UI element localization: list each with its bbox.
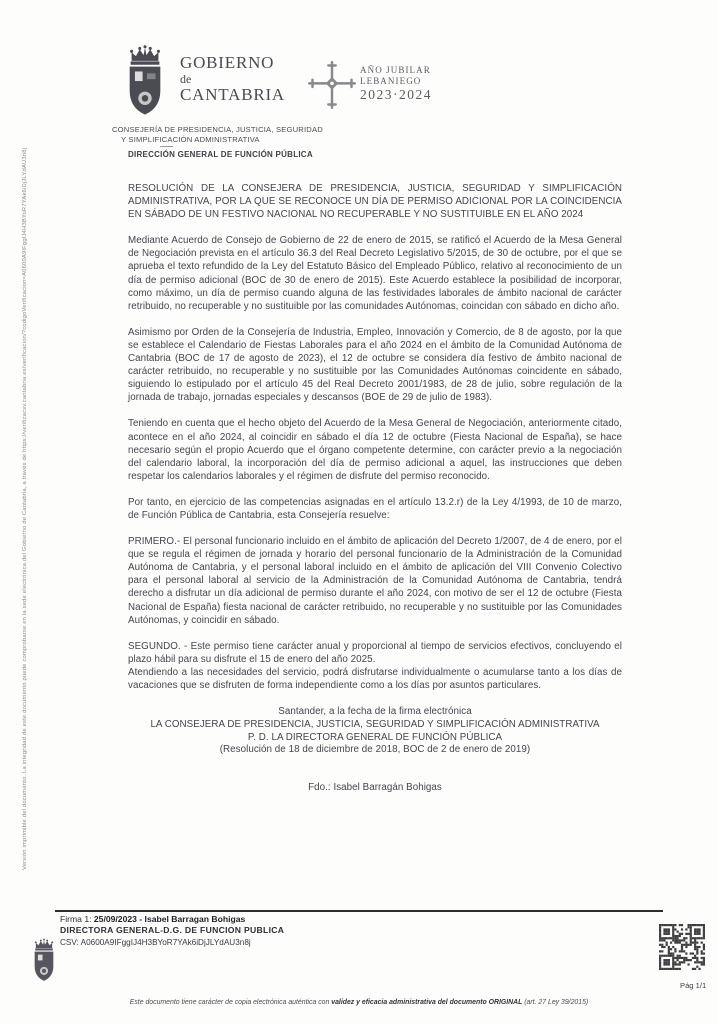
signature-resolution-ref: (Resolución de 18 de diciembre de 2018, BOC de 2 de enero de 2019): [219, 744, 531, 756]
jubilee-years: 2023·2024: [360, 87, 432, 102]
stamp-firma-value: 25/09/2023 - Isabel Barragan Bohigas: [93, 914, 246, 924]
signature-place: Santander, a la fecha de la firma electrónica: [278, 706, 472, 718]
page-number: Pág 1/1: [680, 981, 707, 990]
header-divider: [160, 146, 173, 147]
cantabria-crest-icon: [122, 44, 168, 120]
signature-block: [128, 706, 622, 757]
jubilee-logo-text: [360, 66, 432, 102]
qr-code: [659, 924, 705, 970]
legal-footer: [0, 999, 718, 1006]
paragraph-antecedente-1: Mediante Acuerdo de Consejo de Gobierno de 22 de enero de 2015, se ratificó el Acuerdo de la Mesa General de Negociación prevista en el artículo 36.3 del Real Decreto Legislativo 5/2015, de 30 de octubre, por el que se aprueba el texto refundido de la Ley del Estatuto Básico del Empleado Público, relativo al reconocimiento de un día de permiso adicional (BOC de 30 de enero de 2015). Este Acuerdo establece la posibilidad de incorporar, como máximo, un día de permiso cuando alguna de las festividades laborales de ámbito nacional de carácter retribuido, no recuperable y no sustituible por las comunidades Autónomas, coincidan con sábado en dicho año.: [128, 235, 622, 312]
paragraph-segundo: SEGUNDO. - Este permiso tiene carácter anual y proporcional al tiempo de servicios efectivos, concluyendo el plazo hábil para su disfrute el 15 de enero del año 2025.: [128, 640, 622, 665]
paragraph-por-tanto: Por tanto, en ejercicio de las competencias asignadas en el artículo 13.2.r) de la Ley 4/1993, de 10 de marzo, de Función Pública de Cantabria, esta Consejería resuelve:: [128, 496, 622, 521]
signature-role-2: P. D. LA DIRECTORA GENERAL DE FUNCIÓN PÚBLICA: [247, 731, 503, 743]
resolution-title: RESOLUCIÓN DE LA CONSEJERA DE PRESIDENCIA, JUSTICIA, SEGURIDAD Y SIMPLIFICACIÓN ADMINISTRATIVA, POR LA QUE SE RECONOCE UN DÍA DE PERMISO ADICIONAL POR LA COINCIDENCIA EN SÁBADO DE UN FESTIVO NACIONAL NO RECUPERABLE Y NO SUSTITUIBLE EN EL AÑO 2024: [128, 183, 622, 221]
logo-text-gobierno: GOBIERNO: [180, 53, 275, 72]
footer-crest-icon: [30, 936, 58, 986]
paragraph-antecedente-3: Teniendo en cuenta que el hecho objeto del Acuerdo de la Mesa General de Negociación, anteriormente citado, acontece en el año 2024, al coincidir en sábado el día 12 de octubre (Fiesta Nacional de España), se hace necesario según el propio Acuerdo que el órgano competente determine, con carácter previo a la negociación del calendario laboral, la incorporación del día de permiso adicional a aquel, las instrucciones que deben respetar los calendarios laborales y el régimen de disfrute del permiso reconocido.: [128, 418, 622, 482]
stamp-csv: CSV: A0600A9IFggIJ4H3BYoR7YAk6iDjJLYdAU3n8j: [60, 937, 251, 947]
paragraph-antecedente-2: Asimismo por Orden de la Consejería de Industria, Empleo, Innovación y Comercio, de 8 de agosto, por la que se establece el Calendario de Fiestas Laborales para el año 2024 en el ámbito de la Comunidad Autónoma de Cantabria (BOC de 17 de agosto de 2023), el 12 de octubre se considera día festivo de ámbito nacional de carácter retribuido, no recuperable y no sustituible por las Comunidades Autónomas coincidente en sábado, siguiendo lo estipulado por el artículo 45 del Real Decreto 2001/1983, de 28 de julio, sobre regulación de la jornada de trabajo, jornadas especiales y descansos (BOE de 29 de julio de 1983).: [128, 326, 622, 404]
signature-role-1: LA CONSEJERA DE PRESIDENCIA, JUSTICIA, SEGURIDAD Y SIMPLIFICACIÓN ADMINISTRATIVA: [150, 718, 600, 730]
consejeria-line1: CONSEJERÍA DE PRESIDENCIA, JUSTICIA, SEGURIDAD: [112, 125, 323, 134]
legal-suffix: (art. 27 Ley 39/2015): [522, 999, 589, 1006]
verification-sidebar-text: Versión imprimible del documento. La integridad de este documento puede comprobarse en la sede electrónica del Gobierno de Cantabria, a través de https://verificacsv.cantabria.es/verificacion/?codigoVerificacion=A0600A9IFggIJ4H3BYoR7YAk6iDjJLYdAU3n8j: [22, 147, 28, 870]
direccion-general-label: DIRECCIÓN GENERAL DE FUNCIÓN PÚBLICA: [128, 150, 313, 160]
legal-prefix: Este documento tiene carácter de copia electrónica auténtica con: [129, 999, 332, 1006]
document-body: [128, 182, 622, 794]
jubilee-line2: LEBANIEGO: [360, 76, 422, 86]
jubilee-line1: AÑO JUBILAR: [360, 65, 431, 75]
qr-code-icon: [659, 924, 705, 970]
stamp-role: DIRECTORA GENERAL-D.G. DE FUNCION PUBLICA: [60, 925, 285, 936]
lebaniego-cross-icon: [306, 56, 358, 114]
paragraph-primero: PRIMERO.- El personal funcionario incluido en el ámbito de aplicación del Decreto 1/2007, de 4 de enero, por el que se regula el régimen de jornada y horario del personal funcionario de la Administración de la Comunidad Autónoma de Cantabria, y el personal laboral incluido en el ámbito de aplicación del VIII Convenio Colectivo para el personal laboral al servicio de la Administración de la Comunidad Autónoma de Cantabria, tendrá derecho a disfrutar un día adicional de permiso durante el año 2024, con motivo de ser el 12 de octubre (Fiesta Nacional de España) fiesta nacional de carácter retribuido, no recuperable y no sustituible por las Comunidades Autónomas, y coincidir en sábado.: [128, 536, 622, 626]
consejeria-line2: Y SIMPLIFICACIÓN ADMINISTRATIVA: [121, 134, 260, 144]
cantabria-logo-text: [180, 54, 285, 103]
stamp-divider-line: [55, 910, 663, 912]
department-header: [112, 125, 323, 160]
stamp-firma-line: [60, 914, 284, 925]
legal-bold: validez y eficacia administrativa del documento ORIGINAL: [331, 999, 523, 1006]
signature-stamp: [60, 914, 284, 948]
signed-by: Fdo.: Isabel Barragán Bohigas: [308, 782, 442, 794]
logo-text-cantabria: CANTABRIA: [180, 85, 286, 104]
paragraph-segundo-cont: Atendiendo a las necesidades del servicio, podrá disfrutarse individualmente o acumularse tanto a los días de vacaciones que se disfruten de forma independiente como a los días por asuntos particulares.: [128, 666, 622, 691]
logo-text-de: de: [180, 72, 192, 86]
stamp-firma-label: Firma 1:: [60, 914, 92, 924]
